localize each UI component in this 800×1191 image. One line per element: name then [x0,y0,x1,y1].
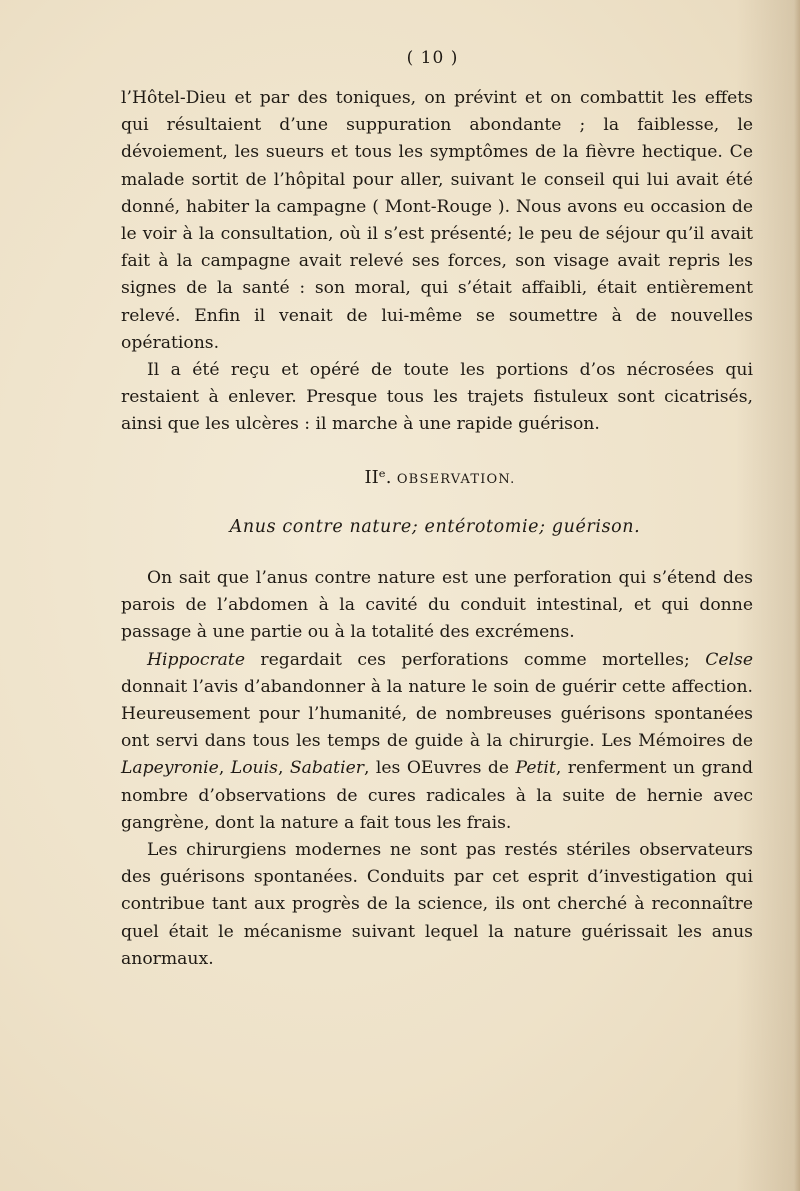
paragraph-modern-surgeons: Les chirurgiens modernes ne sont pas restés stériles observateurs des guérisons spontanées. Conduits par cet esprit d’investigation qui contribue tant aux progrès de la science, ils ont cherché à reconnaître quel était le mécanisme suivant lequel la nature guérissait les anus anormaux. [121,840,753,969]
author-lapeyronie: Lapeyronie [121,758,219,779]
history-text-4: , renferment un grand nombre d’observations de cures radicales à la suite de hernie avec gangrène, dont la nature a fait tous les frais. [121,758,753,833]
author-hippocrate: Hippocrate [147,649,246,670]
text-block-continuation [121,85,753,439]
author-celse: Celse [705,649,753,670]
paragraph-definition: On sait que l’anus contre nature est une perforation qui s’étend des parois de l’abdomen à la cavité du conduit intestinal, et qui donne passage à une partie ou à la totalité des excrémens. [121,568,753,643]
history-sep-1: , [218,758,231,779]
section-label: OBSERVATION. [396,472,516,487]
paragraph-continuation: l’Hôtel-Dieu et par des toniques, on prévint et on combattit les effets qui résultaient d’une suppuration abondante ; la faiblesse, le dévoiement, les sueurs et tous les symptômes de la fièvre hectique. Ce malade sortit de l’hôpital pour aller, suivant le conseil qui lui avait été donné, habiter la campagne ( Mont-Rouge ). Nous avons eu occasion de le voir à la consultation, où il s’est présenté; le peu de séjour qu’il avait fait à la campagne avait relevé ses forces, son visage avait repris les signes de la santé : son moral, qui s’était affaibli, était entièrement relevé. Enfin il venait de lui-même se soumettre à de nouvelles opérations. [121,88,753,353]
paragraph-history [121,647,753,837]
author-petit: Petit [515,758,556,779]
author-louis: Louis [230,758,278,779]
history-text-3: , les OEuvres de [363,758,516,779]
observation-subtitle: Anus contre nature; entérotomie; guérison. [229,517,641,537]
section-number: IIᵉ. [364,467,392,488]
page-edge-shadow [794,0,800,1191]
history-sep-2: , [277,758,290,779]
history-text-2: donnait l’avis d’abandonner à la nature le soin de guérir cette affection. Heureusement pour l’humanité, de nombreuses guérisons spontanées ont servi dans tous les temps de guide à la chirurgie. Les Mémoires de [121,676,753,752]
history-text-1: regardait ces perforations comme mortelles; [245,649,706,670]
paragraph-operation-result: Il a été reçu et opéré de toute les portions d’os nécrosées qui restaient à enlever. Presque tous les trajets fistuleux sont cicatrisés, ainsi que les ulcères : il marche à une rapide guérison. [121,360,753,435]
text-block-observation [121,565,753,973]
section-heading [0,467,800,488]
page-number: ( 10 ) [406,48,459,68]
author-sabatier: Sabatier [289,758,364,779]
